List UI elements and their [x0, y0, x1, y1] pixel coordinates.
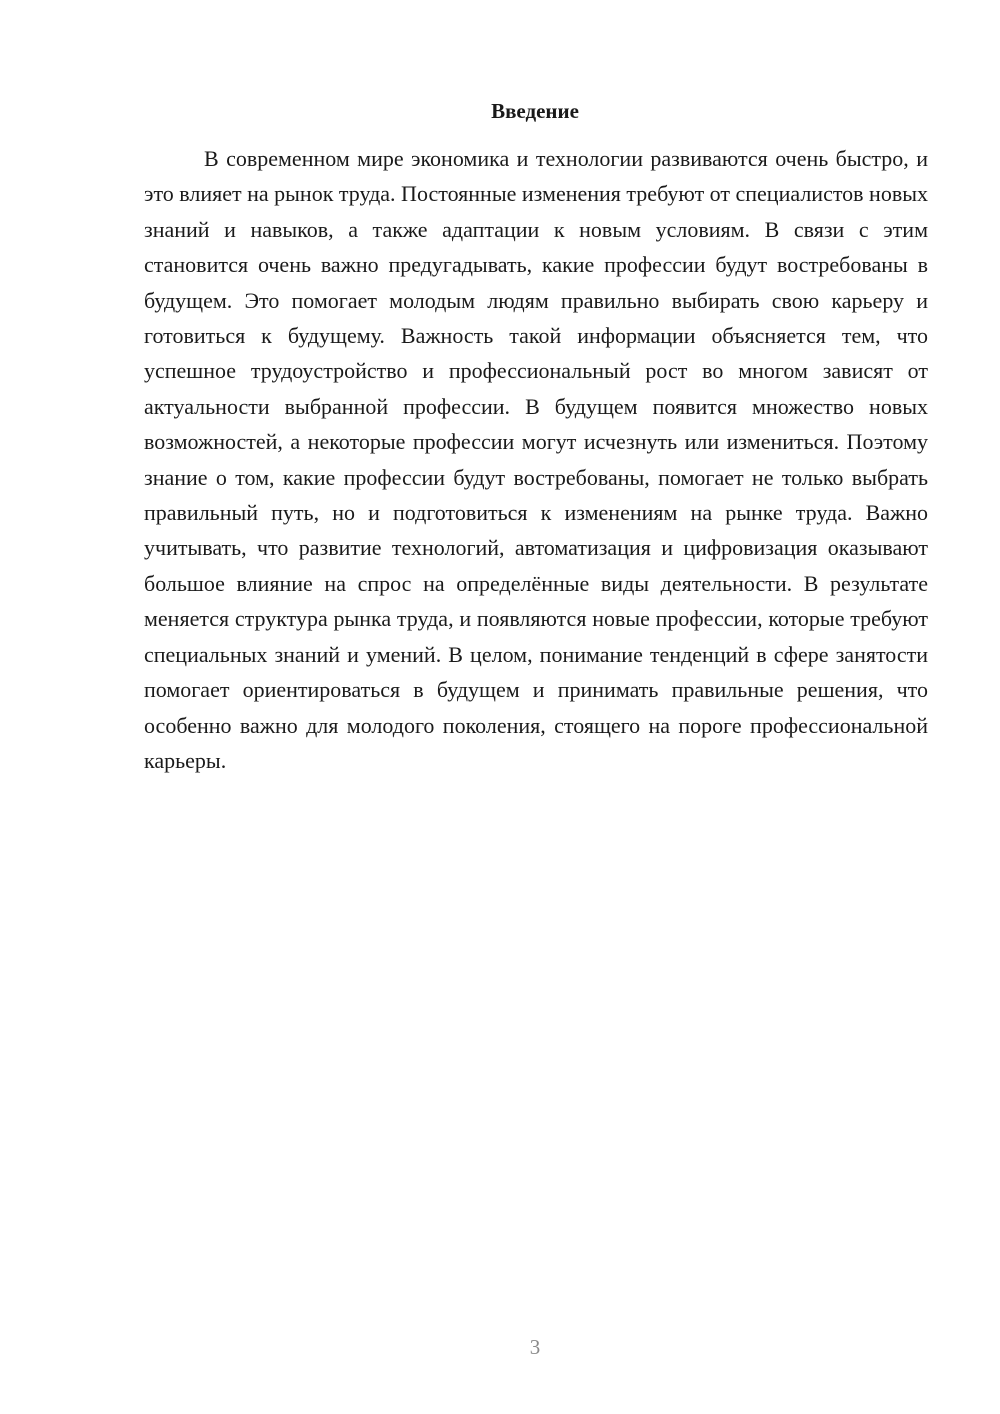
body-paragraph: В современном мире экономика и технологии развиваются очень быстро, и это влияет на рынок труда. Постоянные изменения требуют от специалистов новых знаний и навыков, а также адаптации к новым условиям. В связи с этим становится очень важно предугадывать, какие профессии будут востребованы в будущем. Это помогает молодым людям правильно выбирать свою карьеру и готовиться к будущему. Важность такой информации объясняется тем, что успешное трудоустройство и профессиональный рост во многом зависят от актуальности выбранной профессии. В будущем появится множество новых возможностей, а некоторые профессии могут исчезнуть или измениться. Поэтому знание о том, какие профессии будут востребованы, помогает не только выбрать правильный путь, но и подготовиться к изменениям на рынке труда. Важно учитывать, что развитие технологий, автоматизация и цифровизация оказывают большое влияние на спрос на определённые виды деятельности. В результате меняется структура рынка труда, и появляются новые профессии, которые требуют специальных знаний и умений. В целом, понимание тенденций в сфере занятости помогает ориентироваться в будущем и принимать правильные решения, что особенно важно для молодого поколения, стоящего на пороге профессиональной карьеры.	[144, 146, 928, 773]
section-heading: Введение	[491, 99, 579, 123]
page-number: 3	[529, 1335, 541, 1359]
